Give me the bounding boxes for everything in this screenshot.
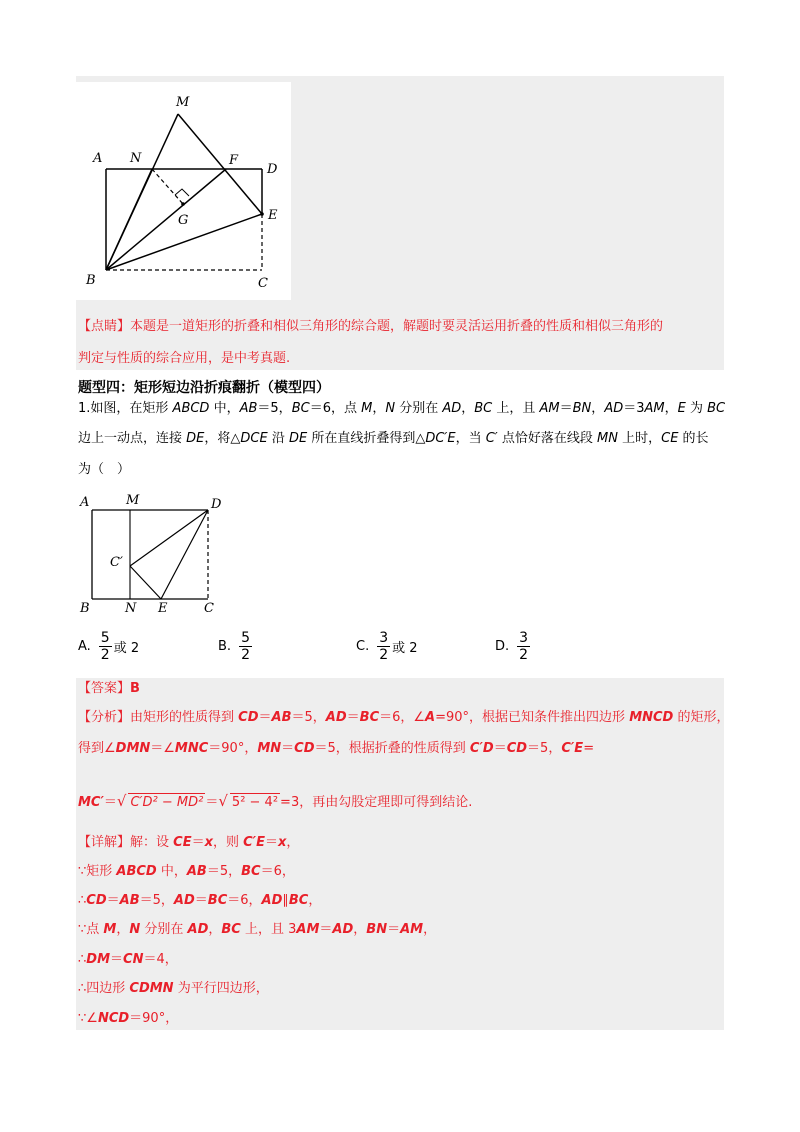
fig2-line-cpe: [130, 566, 161, 599]
option-d-fraction: $\frac{3}{2}$: [519, 629, 529, 663]
fig2-label-b: B: [80, 601, 90, 616]
fig1-label-b: B: [86, 273, 96, 288]
fig2-line-dcp: [130, 510, 208, 566]
fig1-dash-ng: [152, 169, 183, 204]
detail-line-2: ∵矩形 ABCD 中，AB＝5，BC＝6，: [78, 864, 295, 879]
option-b-fraction: $\frac{5}{2}$: [241, 629, 250, 663]
comment-tag: 【点睛】: [78, 319, 131, 334]
question-line-2: 边上一动点，连接 DE，将△DCE 沿 DE 所在直线折叠得到△DC′E，当 C′ 点恰好落在线段 MN 上时，CE 的长: [78, 431, 709, 446]
detail-tag: 【详解】: [78, 835, 131, 850]
solution-band-bottom: [76, 678, 724, 1030]
sqrt-expression-1: C′D² − MD²: [130, 795, 204, 810]
fig1-label-n: N: [130, 151, 142, 166]
option-b[interactable]: B. $\frac{5}{2}$: [218, 629, 250, 663]
option-a-fraction: $\frac{5}{2}$: [100, 629, 110, 663]
sqrt-expression-2: 5² − 4²: [231, 795, 279, 810]
option-c-fraction: $\frac{3}{2}$: [379, 629, 389, 663]
fig1-point-e: [260, 212, 264, 216]
fig2-label-m: M: [126, 493, 140, 508]
detail-line-1: 【详解】解：设 CE＝x，则 C′E＝x，: [78, 835, 300, 850]
fig1-label-e: E: [268, 208, 278, 223]
fig1-line-bf: [106, 169, 226, 270]
detail-line-6: ∴四边形 CDMN 为平行四边形，: [78, 981, 269, 996]
answer-tag: 【答案】: [78, 681, 131, 696]
detail-line-3: ∴CD＝AB＝5，AD＝BC＝6，AD∥BC，: [78, 893, 322, 908]
comment-line-2: 判定与性质的综合应用，是中考真题.: [78, 351, 291, 366]
fig1-label-m: M: [176, 95, 190, 110]
answer-line: [78, 680, 140, 698]
option-c[interactable]: C. $\frac{3}{2}$ 或 2: [356, 629, 418, 663]
fig1-line-bn: [106, 169, 152, 270]
analysis-line-3: MC′＝√ C′D² − MD² ＝√ 5² − 4² =3，再由勾股定理即可得到结论.: [78, 792, 473, 810]
detail-line-5: ∴DM＝CN＝4，: [78, 952, 178, 967]
fig1-label-f: F: [229, 153, 239, 168]
option-d[interactable]: D. $\frac{3}{2}$: [495, 629, 529, 663]
fig1-right-angle: [175, 189, 189, 196]
fig2-label-cprime: C′: [110, 555, 123, 570]
answer-value: B: [130, 681, 140, 696]
fig1-label-c: C: [258, 276, 268, 291]
fig1-label-a: A: [93, 151, 103, 166]
fig2-line-de: [161, 510, 208, 599]
figure-2: [78, 492, 226, 616]
fig1-label-g: G: [178, 213, 189, 228]
fig1-label-d: D: [267, 162, 278, 177]
analysis-line-2: 得到∠DMN＝∠MNC＝90°，MN＝CD＝5，根据折叠的性质得到 C′D＝CD＝5，C′E=: [78, 741, 595, 756]
fig2-label-e: E: [158, 601, 168, 616]
fig2-label-d: D: [211, 497, 222, 512]
section-title: 题型四：矩形短边沿折痕翻折（模型四）: [78, 380, 330, 396]
analysis-tag: 【分析】: [78, 710, 131, 725]
fig2-label-n: N: [125, 601, 137, 616]
detail-line-4: ∵点 M，N 分别在 AD，BC 上，且 3AM＝AD，BN＝AM，: [78, 922, 437, 937]
fig1-point-g: [181, 202, 185, 206]
option-a[interactable]: A. $\frac{5}{2}$ 或 2: [78, 629, 140, 663]
question-line-1: 1.如图，在矩形 ABCD 中，AB＝5，BC＝6，点 M，N 分别在 AD，BC 上，且 AM＝BN，AD＝3AM，E 为 BC: [78, 401, 726, 416]
detail-line-7: ∵∠NCD＝90°，: [78, 1011, 179, 1026]
fig2-label-c: C: [204, 601, 214, 616]
question-line-3: 为（ ）: [78, 462, 131, 477]
analysis-line-1: 【分析】由矩形的性质得到 CD＝AB＝5，AD＝BC＝6，∠A=90°，根据已知条件推出四边形 MNCD 的矩形，: [78, 710, 730, 725]
fig2-label-a: A: [80, 495, 90, 510]
comment-line-1: 【点睛】本题是一道矩形的折叠和相似三角形的综合题，解题时要灵活运用折叠的性质和相似三角形的: [78, 319, 664, 334]
figure-1: [76, 82, 291, 300]
